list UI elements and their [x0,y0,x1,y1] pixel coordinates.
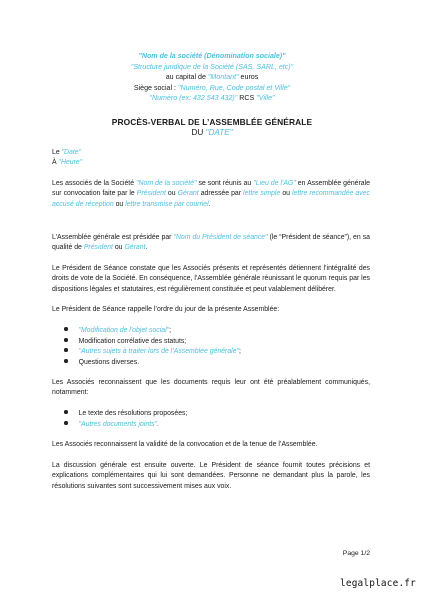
bullet-icon [64,348,68,352]
agenda-item [64,347,241,357]
agenda-item-suffix: ; [238,348,241,355]
meeting-date [52,148,81,158]
agenda-item-suffix: ; [169,327,171,334]
p1-text: en Assemblée générale sur convocation faite par le [52,180,370,198]
document-item-suffix: . [157,420,159,428]
bullet-icon [64,338,68,342]
p1-company: "Nom de la société" [136,180,197,187]
bullet-icon [64,421,68,425]
p1-method-simple: lettre simple [243,190,281,198]
paragraph-documents-intro: Les Associés reconnaissent que les documents requis leur ont été préalablement communiqués, notamment: [52,379,370,397]
brand-logo: legalplace.fr [340,578,416,589]
document-item [64,409,187,419]
date-label: Le [52,149,62,156]
document-subtitle [0,128,424,137]
p1-gerant: Gérant [177,190,199,198]
date-value: "Date" [61,149,82,156]
p1-text: se sont réunis au [196,180,254,187]
p1-place: "Lieu de l'AG" [253,180,296,187]
agenda-item-text: Questions diverses. [78,358,140,366]
page-number: Page 1/2 [342,550,370,557]
capital-value: "Montant" [207,73,239,81]
p1-text: ou [165,190,178,198]
agenda-item-text: Modification corrélative des statuts; [78,337,187,345]
agenda-item [64,358,139,368]
document-item-text: "Autres documents joints" [78,420,158,428]
p1-text: . [208,200,211,208]
bullet-icon [64,410,68,414]
p1-text: ou [280,190,292,198]
company-rcs [0,93,424,104]
document-item [64,420,159,430]
p2-text: (le “Président de séance”), en sa qualité de [52,234,370,252]
p1-method-courriel: lettre transmise par courriel [125,200,209,208]
subtitle-prefix: DU [191,128,206,137]
p2-text: ou [112,244,125,252]
document-item-text: Le texte des résolutions proposées; [78,410,188,417]
company-capital [0,72,424,83]
company-name: "Nom de la société (Dénomination sociale)" [138,52,286,60]
time-value: "Heure" [58,159,83,166]
p1-text: ou [113,200,126,208]
paragraph-agenda-intro: Le Président de Séance rappelle l’ordre du jour de la présente Assemblée: [52,306,280,313]
agenda-item [64,326,171,336]
bullet-icon [64,327,68,331]
agenda-item [64,337,186,347]
subtitle-date: "DATE" [205,128,233,137]
paragraph-convocation [52,179,370,210]
p1-text: Les associés de la Société [52,180,137,187]
paragraph-discussion: La discussion générale est ensuite ouverte. Le Président de séance fournit toutes précisions et explications complémentaires qui lui sont demandées. Personne ne demandant plus la parole, les résolutions suivantes sont successivement mises aux voix. [52,462,370,490]
rcs-city: "Ville" [256,94,275,102]
company-address [0,83,424,94]
time-label: À [52,159,59,166]
p1-president: Président [136,190,166,198]
address-value: "Numéro, Rue, Code postal et Ville" [178,83,291,92]
p1-method-recommandee: lettre recommandée avec accusé de réception [52,190,370,208]
p2-text: L’Assemblée générale est présidée par [52,234,174,241]
capital-suffix: euros [238,73,259,81]
p2-president-name: "Nom du Président de séance" [173,234,268,241]
p2-president: Président [83,244,113,252]
company-legal-form: "Structure juridique de la Société (SAS, SARL, etc)" [130,62,294,71]
paragraph-presidence [52,233,370,254]
paragraph-quorum: Le Président de Séance constate que les Associés présents et représentés détiennent l’intégralité des droits de vote de la Société. En conséquence, l’Assemblée générale réunissant le quorum requis par les dispositions légales et statutaires, est régulièrement constituée et peut valablement délibérer. [52,265,370,293]
p2-text: . [145,244,148,252]
agenda-item-text: "Modification de l'objet social" [78,327,170,334]
bullet-icon [64,359,68,363]
rcs-label: RCS [237,94,257,102]
p2-gerant: Gérant [124,244,146,252]
rcs-number: "Numéro (ex: 432 543 432)" [149,94,238,102]
p1-text: adressée par [198,190,244,198]
document-title: PROCÈS-VERBAL DE L’ASSEMBLÉE GÉNÉRALE [111,117,313,127]
paragraph-validity: Les Associés reconnaissent la validité de la convocation et de la tenue de l’Assemblée. [52,441,318,448]
meeting-time [52,158,82,168]
agenda-item-text: "Autres sujets à traiter lors de l’Assemblée générale" [78,348,239,355]
address-label: Siège social : [133,83,178,92]
capital-prefix: au capital de [165,73,208,81]
